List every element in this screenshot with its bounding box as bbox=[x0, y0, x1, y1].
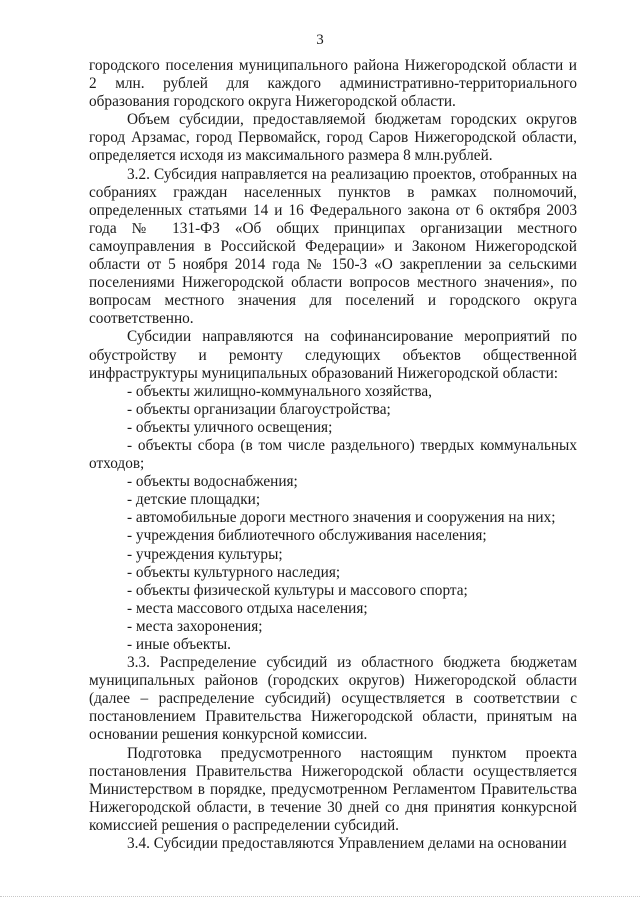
page-number: 3 bbox=[316, 32, 324, 48]
objects-list bbox=[89, 383, 577, 654]
list-item: - учреждения библиотечного обслуживания населения; bbox=[127, 527, 487, 545]
list-item: - объекты водоснабжения; bbox=[127, 473, 298, 491]
list-item: - объекты уличного освещения; bbox=[127, 418, 333, 436]
list-item: - объекты культурного наследия; bbox=[127, 563, 341, 581]
list-item: - учреждения культуры; bbox=[127, 545, 283, 563]
list-item: - объекты физической культуры и массового спорта; bbox=[127, 581, 468, 599]
paragraph-cofinancing: Субсидии направляются на софинансирование мероприятий по обустройству и ремонту следующих объектов общественной инфраструктуры муниципальных образований Нижегородской области: bbox=[89, 328, 577, 382]
list-item: - иные объекты. bbox=[127, 636, 231, 653]
list-item: - места массового отдыха населения; bbox=[127, 599, 368, 617]
paragraph-section-3-4: 3.4. Субсидии предоставляются Управлением делами на основании bbox=[127, 835, 567, 853]
document-body bbox=[89, 57, 577, 853]
list-item: - детские площадки; bbox=[127, 491, 261, 509]
paragraph-section-3-2: 3.2. Субсидия направляется на реализацию проектов, отобранных на собраниях граждан населенных пунктов в рамках полномочий, определенных статьями 14 и 16 Федерального закона от 6 октября 2003 года № 131-ФЗ «Об общих принципах организации местного самоуправления в Российской Федерации» и Законом Нижегородской области от 5 ноября 2014 года № 150-З «О закреплении за сельскими поселениями Нижегородской области вопросов местного значения», по вопросам местного значения для поселений и городского округа соответственно. bbox=[89, 165, 577, 328]
scan-bottom-edge bbox=[0, 896, 640, 898]
paragraph-section-3-3: 3.3. Распределение субсидий из областного бюджета бюджетам муниципальных районов (городских округов) Нижегородской области (далее – распределение субсидий) осуществляется в соответствии с постановлением Правительства Нижегородской области, принятым на основании решения конкурсной комиссии. bbox=[89, 654, 577, 744]
list-item: - объекты организации благоустройства; bbox=[127, 400, 391, 418]
list-item: - автомобильные дороги местного значения и сооружения на них; bbox=[127, 509, 556, 527]
list-item: - места захоронения; bbox=[127, 617, 263, 635]
paragraph-continuation: городского поселения муниципального района Нижегородской области и 2 млн. рублей для каждого административно-территориального образования городского округа Нижегородской области. bbox=[89, 57, 577, 111]
list-item: - объекты сбора (в том числе раздельного) твердых коммунальных отходов; bbox=[89, 436, 577, 473]
paragraph-subsidy-volume: Объем субсидии, предоставляемой бюджетам городских округов город Арзамас, город Первомайск, город Саров Нижегородской области, определяется исходя из максимального размера 8 млн.рублей. bbox=[89, 111, 577, 165]
list-item: - объекты жилищно-коммунального хозяйства, bbox=[127, 382, 432, 400]
paragraph-preparation: Подготовка предусмотренного настоящим пунктом проекта постановления Правительства Нижегородской области осуществляется Министерством в порядке, предусмотренном Регламентом Правительства Нижегородской области, в течение 30 дней со дня принятия конкурсной комиссией решения о распределении субсидий. bbox=[89, 744, 577, 834]
